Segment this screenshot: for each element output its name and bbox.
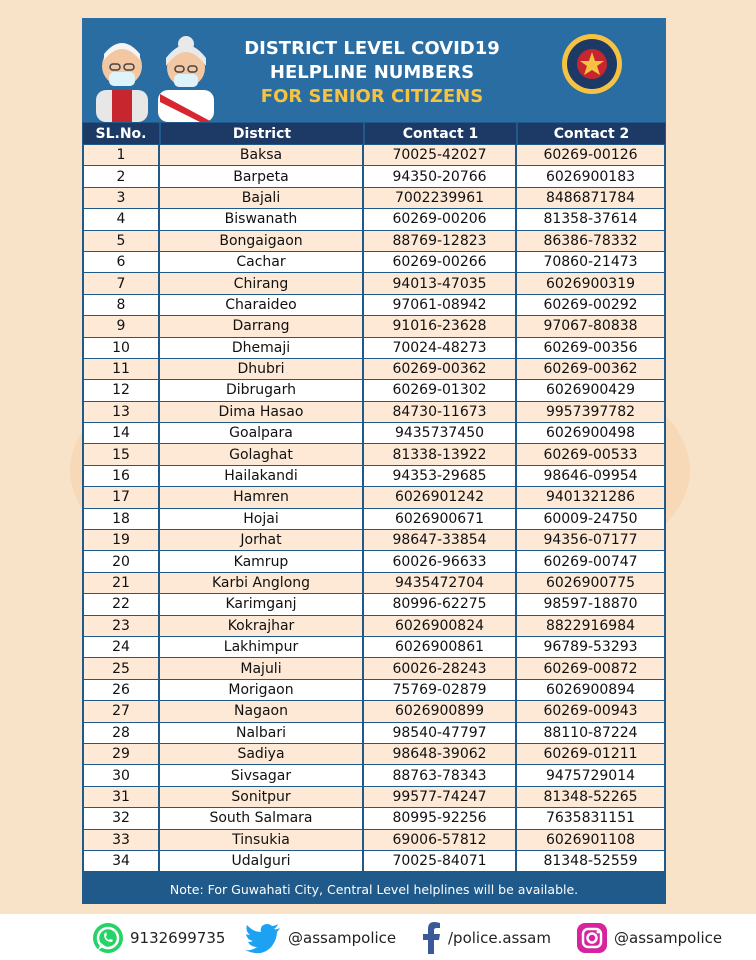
cell-district: Sonitpur: [160, 787, 364, 808]
cell-contact1: 9435472704: [364, 573, 517, 594]
cell-contact2: 60269-00533: [517, 444, 666, 465]
cell-district: Golaghat: [160, 444, 364, 465]
table-row: [82, 444, 666, 465]
cell-district: Barpeta: [160, 166, 364, 187]
cell-contact1: 97061-08942: [364, 295, 517, 316]
cell-slno: 19: [82, 530, 160, 551]
cell-slno: 22: [82, 594, 160, 615]
cell-contact1: 98647-33854: [364, 530, 517, 551]
cell-district: Hamren: [160, 487, 364, 508]
cell-contact2: 60009-24750: [517, 509, 666, 530]
cell-contact2: 6026900319: [517, 273, 666, 294]
table-row: [82, 145, 666, 166]
cell-contact1: 60269-00362: [364, 359, 517, 380]
column-header-contact2: Contact 2: [517, 122, 666, 145]
cell-slno: 32: [82, 808, 160, 829]
cell-contact2: 6026900429: [517, 380, 666, 401]
cell-slno: 31: [82, 787, 160, 808]
cell-district: Bongaigaon: [160, 231, 364, 252]
whatsapp-contact[interactable]: [92, 922, 225, 954]
cell-contact2: 9401321286: [517, 487, 666, 508]
table-row: [82, 316, 666, 337]
cell-contact2: 98597-18870: [517, 594, 666, 615]
cell-district: Charaideo: [160, 295, 364, 316]
cell-contact1: 9435737450: [364, 423, 517, 444]
table-row: [82, 594, 666, 615]
helpline-card: [82, 18, 666, 904]
instagram-contact[interactable]: [576, 922, 722, 954]
table-row: [82, 637, 666, 658]
cell-slno: 24: [82, 637, 160, 658]
facebook-contact[interactable]: [420, 922, 551, 954]
cell-district: Karimganj: [160, 594, 364, 615]
cell-slno: 16: [82, 466, 160, 487]
table-row: [82, 787, 666, 808]
table-row: [82, 765, 666, 786]
cell-contact2: 81348-52265: [517, 787, 666, 808]
cell-contact1: 7002239961: [364, 188, 517, 209]
cell-contact1: 60269-01302: [364, 380, 517, 401]
cell-contact1: 6026900671: [364, 509, 517, 530]
cell-district: Bajali: [160, 188, 364, 209]
twitter-icon: [244, 922, 282, 954]
table-row: [82, 808, 666, 829]
cell-contact1: 88769-12823: [364, 231, 517, 252]
table-row: [82, 273, 666, 294]
table-row: [82, 701, 666, 722]
cell-district: South Salmara: [160, 808, 364, 829]
assam-police-logo-icon: [560, 32, 624, 96]
cell-slno: 26: [82, 680, 160, 701]
cell-district: Cachar: [160, 252, 364, 273]
cell-district: Dhubri: [160, 359, 364, 380]
cell-slno: 27: [82, 701, 160, 722]
column-header-slno: SL.No.: [82, 122, 160, 145]
cell-contact1: 99577-74247: [364, 787, 517, 808]
helpline-table: [82, 122, 666, 872]
title-line-2: HELPLINE NUMBERS: [269, 62, 475, 83]
cell-slno: 10: [82, 338, 160, 359]
table-row: [82, 851, 666, 872]
senior-citizens-illustration-icon: [90, 24, 218, 122]
cell-contact1: 70025-42027: [364, 145, 517, 166]
cell-contact2: 6026900775: [517, 573, 666, 594]
cell-contact1: 69006-57812: [364, 830, 517, 851]
cell-contact2: 60269-00362: [517, 359, 666, 380]
cell-slno: 25: [82, 658, 160, 679]
cell-district: Karbi Anglong: [160, 573, 364, 594]
table-row: [82, 551, 666, 572]
cell-slno: 2: [82, 166, 160, 187]
cell-slno: 23: [82, 616, 160, 637]
table-row: [82, 338, 666, 359]
cell-district: Dima Hasao: [160, 402, 364, 423]
cell-slno: 20: [82, 551, 160, 572]
twitter-handle: @assampolice: [288, 929, 397, 947]
cell-contact2: 8486871784: [517, 188, 666, 209]
cell-contact2: 60269-00872: [517, 658, 666, 679]
cell-district: Hojai: [160, 509, 364, 530]
cell-slno: 7: [82, 273, 160, 294]
cell-contact2: 60269-00292: [517, 295, 666, 316]
cell-contact2: 96789-53293: [517, 637, 666, 658]
cell-district: Biswanath: [160, 209, 364, 230]
table-header-row: [82, 122, 666, 145]
social-footer: [0, 914, 756, 960]
cell-slno: 5: [82, 231, 160, 252]
cell-slno: 33: [82, 830, 160, 851]
cell-contact1: 80995-92256: [364, 808, 517, 829]
cell-contact2: 60269-00943: [517, 701, 666, 722]
cell-contact2: 6026900183: [517, 166, 666, 187]
cell-district: Chirang: [160, 273, 364, 294]
cell-district: Jorhat: [160, 530, 364, 551]
cell-slno: 29: [82, 744, 160, 765]
cell-slno: 13: [82, 402, 160, 423]
table-row: [82, 252, 666, 273]
instagram-icon: [576, 922, 608, 954]
cell-slno: 15: [82, 444, 160, 465]
cell-contact1: 60269-00266: [364, 252, 517, 273]
cell-contact1: 94013-47035: [364, 273, 517, 294]
cell-contact1: 80996-62275: [364, 594, 517, 615]
cell-district: Sivsagar: [160, 765, 364, 786]
cell-contact1: 91016-23628: [364, 316, 517, 337]
cell-slno: 4: [82, 209, 160, 230]
cell-slno: 34: [82, 851, 160, 872]
table-row: [82, 188, 666, 209]
cell-slno: 9: [82, 316, 160, 337]
cell-contact2: 7635831151: [517, 808, 666, 829]
table-row: [82, 723, 666, 744]
cell-contact1: 6026900824: [364, 616, 517, 637]
table-row: [82, 658, 666, 679]
footnote: Note: For Guwahati City, Central Level helplines will be available.: [82, 876, 666, 904]
cell-contact1: 60026-96633: [364, 551, 517, 572]
whatsapp-number: 9132699735: [130, 929, 226, 947]
cell-contact2: 8822916984: [517, 616, 666, 637]
cell-slno: 30: [82, 765, 160, 786]
table-row: [82, 509, 666, 530]
page-title: [222, 37, 522, 109]
column-header-district: District: [160, 122, 364, 145]
cell-contact1: 81338-13922: [364, 444, 517, 465]
table-row: [82, 466, 666, 487]
cell-contact2: 97067-80838: [517, 316, 666, 337]
cell-slno: 6: [82, 252, 160, 273]
cell-district: Dhemaji: [160, 338, 364, 359]
cell-contact1: 70024-48273: [364, 338, 517, 359]
cell-district: Nagaon: [160, 701, 364, 722]
instagram-handle: @assampolice: [614, 929, 723, 947]
cell-contact1: 88763-78343: [364, 765, 517, 786]
cell-slno: 17: [82, 487, 160, 508]
cell-district: Goalpara: [160, 423, 364, 444]
table-row: [82, 209, 666, 230]
whatsapp-icon: [92, 922, 124, 954]
cell-contact2: 81358-37614: [517, 209, 666, 230]
cell-contact1: 94353-29685: [364, 466, 517, 487]
table-row: [82, 530, 666, 551]
cell-district: Morigaon: [160, 680, 364, 701]
table-row: [82, 744, 666, 765]
cell-contact1: 84730-11673: [364, 402, 517, 423]
cell-district: Majuli: [160, 658, 364, 679]
table-row: [82, 359, 666, 380]
cell-district: Kamrup: [160, 551, 364, 572]
cell-contact1: 98540-47797: [364, 723, 517, 744]
cell-district: Hailakandi: [160, 466, 364, 487]
cell-district: Lakhimpur: [160, 637, 364, 658]
cell-contact2: 6026900894: [517, 680, 666, 701]
table-row: [82, 231, 666, 252]
cell-contact2: 60269-00356: [517, 338, 666, 359]
table-row: [82, 616, 666, 637]
cell-contact2: 60269-00747: [517, 551, 666, 572]
facebook-page: /police.assam: [448, 929, 551, 947]
table-row: [82, 573, 666, 594]
table-row: [82, 487, 666, 508]
facebook-icon: [420, 922, 442, 954]
cell-contact2: 9475729014: [517, 765, 666, 786]
cell-contact1: 6026901242: [364, 487, 517, 508]
cell-contact1: 6026900899: [364, 701, 517, 722]
cell-contact1: 60269-00206: [364, 209, 517, 230]
table-row: [82, 166, 666, 187]
cell-slno: 1: [82, 145, 160, 166]
cell-slno: 8: [82, 295, 160, 316]
cell-contact2: 70860-21473: [517, 252, 666, 273]
cell-contact2: 60269-01211: [517, 744, 666, 765]
header-banner: [82, 18, 666, 122]
cell-contact2: 86386-78332: [517, 231, 666, 252]
cell-slno: 3: [82, 188, 160, 209]
cell-district: Udalguri: [160, 851, 364, 872]
cell-district: Dibrugarh: [160, 380, 364, 401]
cell-district: Sadiya: [160, 744, 364, 765]
cell-district: Darrang: [160, 316, 364, 337]
title-line-1: DISTRICT LEVEL COVID19: [244, 38, 500, 59]
cell-contact2: 6026901108: [517, 830, 666, 851]
table-row: [82, 295, 666, 316]
table-row: [82, 423, 666, 444]
cell-district: Nalbari: [160, 723, 364, 744]
cell-contact1: 75769-02879: [364, 680, 517, 701]
table-row: [82, 830, 666, 851]
table-row: [82, 380, 666, 401]
table-row: [82, 680, 666, 701]
table-row: [82, 402, 666, 423]
cell-contact2: 81348-52559: [517, 851, 666, 872]
cell-contact1: 98648-39062: [364, 744, 517, 765]
cell-slno: 21: [82, 573, 160, 594]
cell-slno: 12: [82, 380, 160, 401]
cell-slno: 28: [82, 723, 160, 744]
cell-slno: 11: [82, 359, 160, 380]
title-line-3: FOR SENIOR CITIZENS: [260, 86, 484, 107]
cell-district: Tinsukia: [160, 830, 364, 851]
cell-contact2: 60269-00126: [517, 145, 666, 166]
cell-contact2: 9957397782: [517, 402, 666, 423]
cell-slno: 18: [82, 509, 160, 530]
cell-district: Baksa: [160, 145, 364, 166]
cell-contact2: 98646-09954: [517, 466, 666, 487]
cell-contact2: 88110-87224: [517, 723, 666, 744]
cell-contact1: 94350-20766: [364, 166, 517, 187]
column-header-contact1: Contact 1: [364, 122, 517, 145]
cell-contact1: 60026-28243: [364, 658, 517, 679]
twitter-contact[interactable]: [244, 922, 396, 954]
cell-contact1: 70025-84071: [364, 851, 517, 872]
cell-slno: 14: [82, 423, 160, 444]
cell-contact2: 94356-07177: [517, 530, 666, 551]
cell-contact2: 6026900498: [517, 423, 666, 444]
cell-district: Kokrajhar: [160, 616, 364, 637]
cell-contact1: 6026900861: [364, 637, 517, 658]
